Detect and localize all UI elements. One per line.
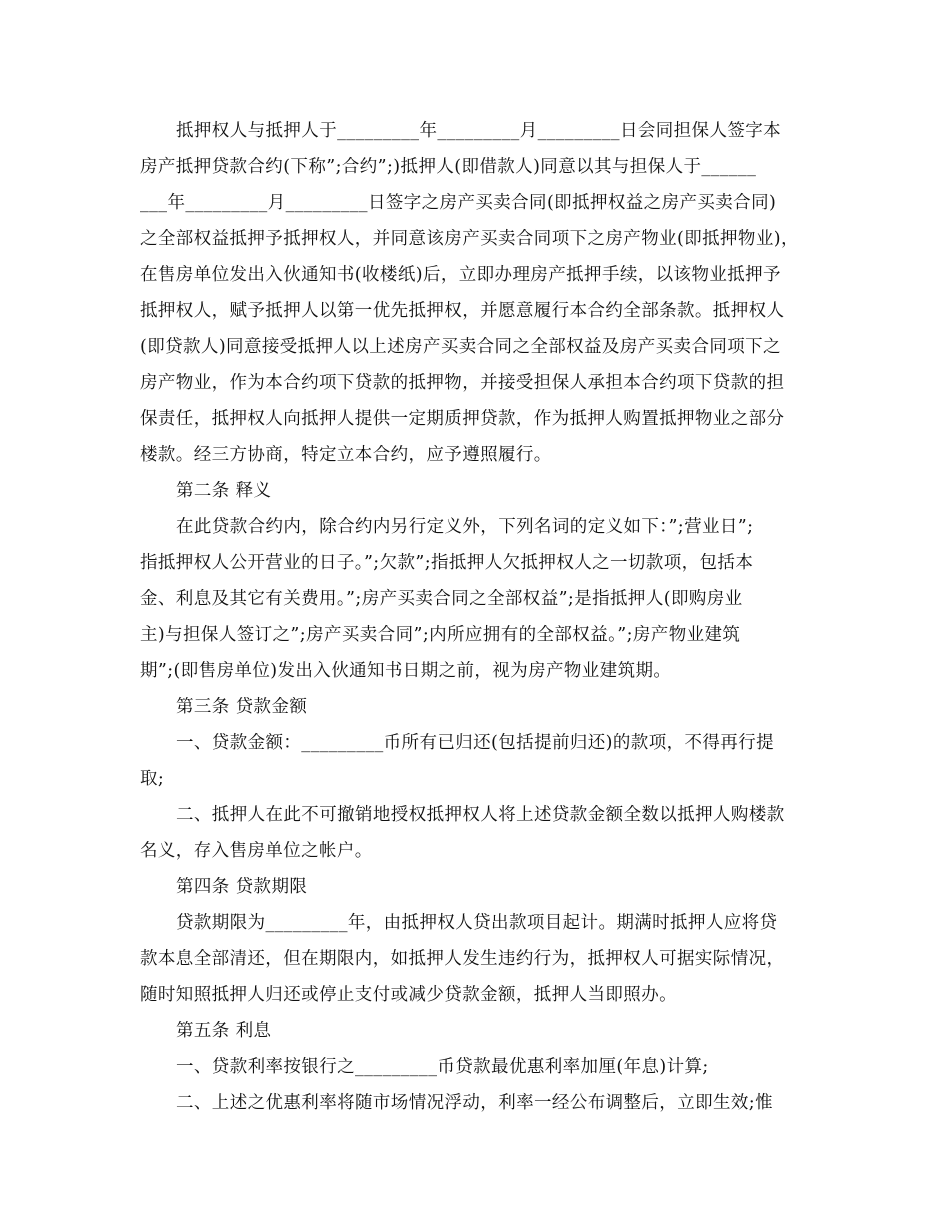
- text-line: 期”;(即售房单位)发出入伙通知书日期之前，视为房产物业建筑期。: [140, 661, 672, 681]
- text-line: 指抵押权人公开营业的日子。”;欠款”;指抵押人欠抵押权人之一切款项，包括本: [140, 553, 754, 573]
- text-line: 抵押权人，赋予抵押人以第一优先抵押权，并愿意履行本合约全部条款。抵押权人: [140, 301, 785, 321]
- text-line: 房产抵押贷款合约(下称”;合约”;)抵押人(即借款人)同意以其与担保人于______: [140, 157, 757, 177]
- section-heading: 第五条 利息: [176, 1021, 272, 1041]
- text-line: 主)与担保人签订之”;房产买卖合同”;内所应拥有的全部权益。”;房产物业建筑: [140, 625, 741, 645]
- text-line: 取;: [140, 769, 165, 789]
- text-line: 楼款。经三方协商，特定立本合约，应予遵照履行。: [140, 445, 552, 465]
- section-heading: 第三条 贷款金额: [176, 697, 308, 717]
- section-heading: 第四条 贷款期限: [176, 877, 308, 897]
- text-line: 金、利息及其它有关费用。”;房产买卖合同之全部权益”;是指抵押人(即购房业: [140, 589, 743, 609]
- text-line: 房产物业，作为本合约项下贷款的抵押物，并接受担保人承担本合约项下贷款的担: [140, 373, 785, 393]
- text-line: 一、贷款利率按银行之_________币贷款最优惠利率加厘(年息)计算;: [176, 1057, 709, 1077]
- text-line: (即贷款人)同意接受抵押人以上述房产买卖合同之全部权益及房产买卖合同项下之: [140, 337, 781, 357]
- text-line: 款本息全部清还，但在期限内，如抵押人发生违约行为，抵押权人可据实际情况，: [140, 949, 785, 969]
- text-line: 保责任，抵押权人向抵押人提供一定期质押贷款，作为抵押人购置抵押物业之部分: [140, 409, 785, 429]
- text-line: 二、上述之优惠利率将随市场情况浮动，利率一经公布调整后，立即生效;惟: [176, 1093, 773, 1113]
- text-line: 之全部权益抵押予抵押权人，并同意该房产买卖合同项下之房产物业(即抵押物业)，: [140, 229, 799, 249]
- section-heading: 第二条 释义: [176, 481, 272, 501]
- text-line: 贷款期限为_________年，由抵押权人贷出款项目起计。期满时抵押人应将贷: [176, 913, 778, 933]
- text-line: 名义，存入售房单位之帐户。: [140, 841, 373, 861]
- text-line: 一、贷款金额：_________币所有已归还(包括提前归还)的款项，不得再行提: [176, 733, 775, 753]
- text-line: 随时知照抵押人归还或停止支付或减少贷款金额，抵押人当即照办。: [140, 985, 677, 1005]
- text-line: 二、抵押人在此不可撤销地授权抵押权人将上述贷款金额全数以抵押人购楼款: [176, 805, 785, 825]
- text-line: 抵押权人与抵押人于_________年_________月_________日会同担保人签字本: [176, 121, 782, 141]
- text-line: ___年_________月_________日签字之房产买卖合同(即抵押权益之房产买卖合同): [140, 193, 777, 213]
- text-line: 在售房单位发出入伙通知书(收楼纸)后，立即办理房产抵押手续，以该物业抵押予: [140, 265, 781, 285]
- text-line: 在此贷款合约内，除合约内另行定义外，下列名词的定义如下：”;营业日”;: [176, 517, 754, 537]
